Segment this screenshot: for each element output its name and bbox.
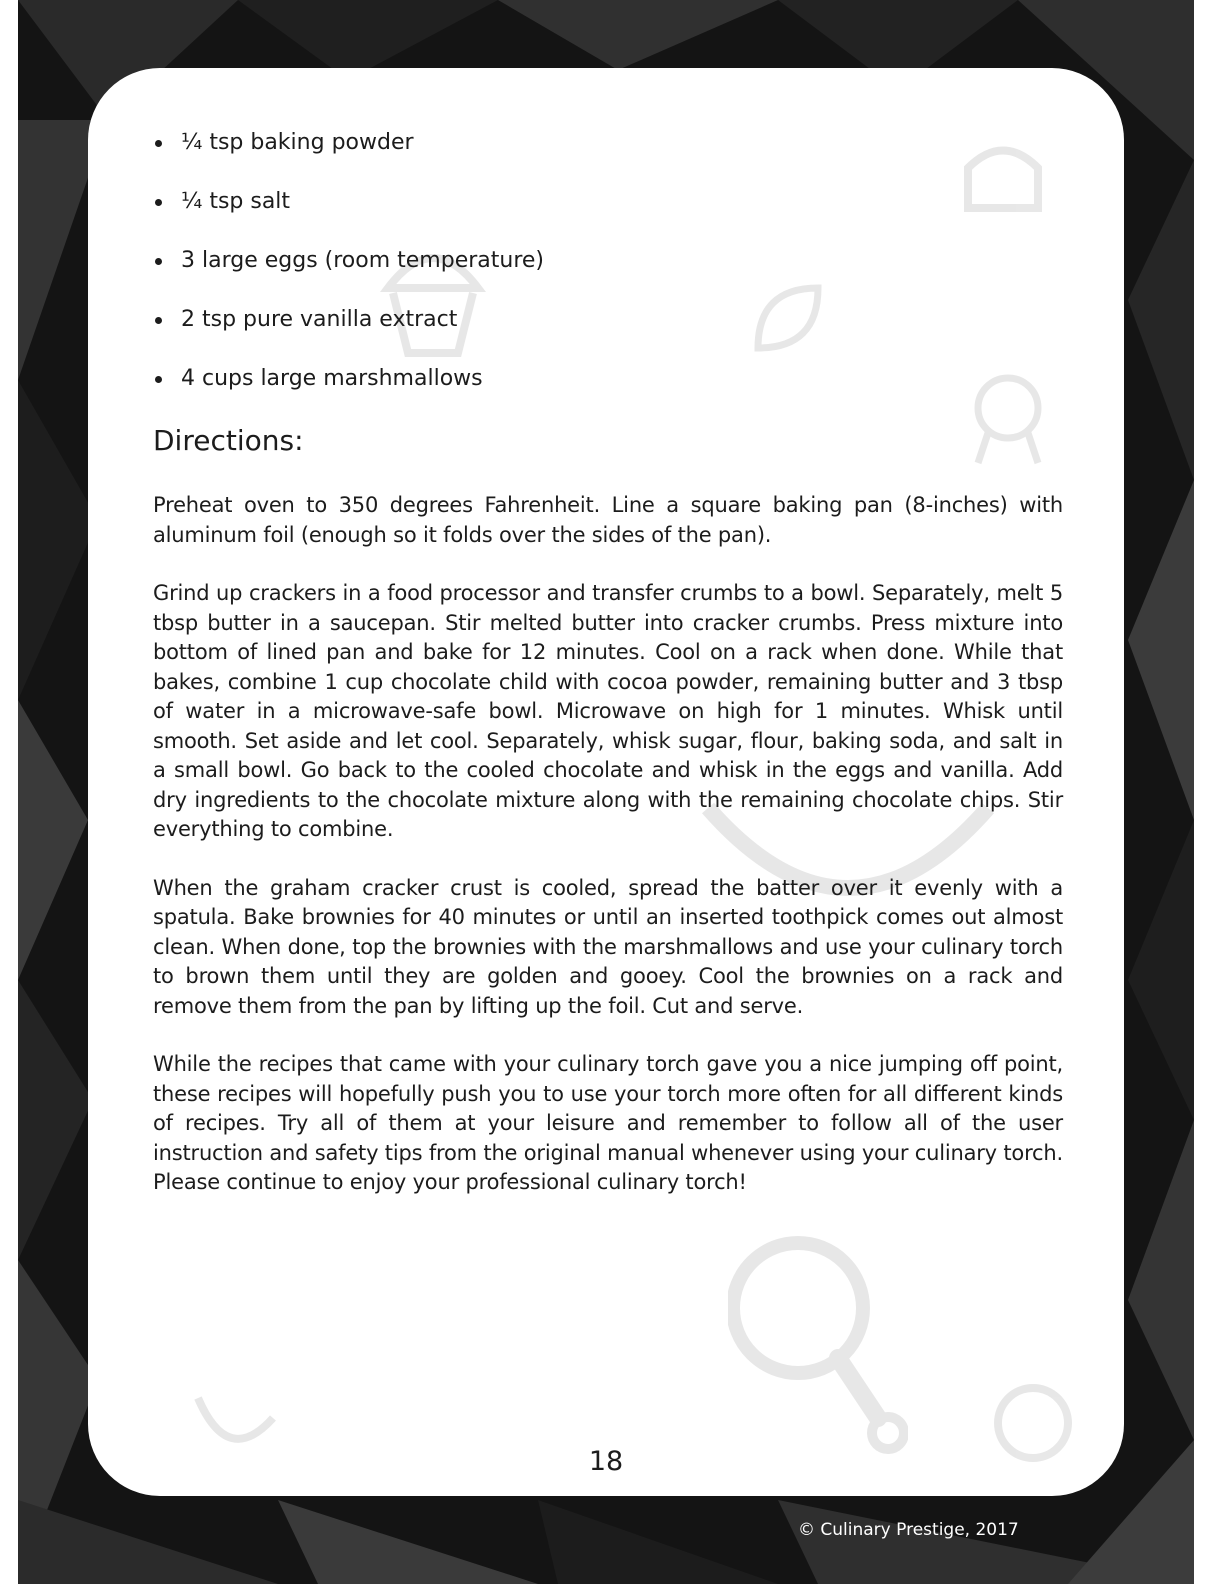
copyright-notice: © Culinary Prestige, 2017 [798,1520,1019,1540]
list-item: ¼ tsp salt [153,187,1063,217]
bullet-icon [155,376,162,383]
page-number: 18 [588,1446,624,1477]
bullet-icon [155,140,162,147]
direction-paragraph: When the graham cracker crust is cooled, spread the batter over it evenly with a spatula. Bake brownies for 40 minutes or until an inserted toothpick comes out almost clean. When done, top the brownies with the marshmallows and use your culinary torch to brown them until they are golden and gooey. Cool the brownies on a rack and remove them from the pan by lifting up the foil. Cut and serve. [153,875,1063,1018]
bullet-icon [155,199,162,206]
direction-paragraph: Grind up crackers in a food processor and transfer crumbs to a bowl. Separately, melt 5 tbsp butter in a saucepan. Stir melted butter into cracker crumbs. Press mixture into bottom of lined pan and bake for 12 minutes. Cool on a rack when done. While that bakes, combine 1 cup chocolate child with cocoa powder, remaining butter and 3 tbsp of water in a microwave-safe bowl. Microwave on high for 1 minutes. Whisk until smooth. Set aside and let cool. Separately, whisk sugar, flour, baking soda, and salt in a small bowl. Go back to the cooled chocolate and whisk in the eggs and vanilla. Add dry ingredients to the chocolate mixture along with the remaining chocolate chips. Stir everything to combine. [153,581,1063,841]
drumstick-watermark-icon [728,1228,908,1468]
recipe-content [153,128,1063,1227]
bullet-icon [155,258,162,265]
closing-paragraph: While the recipes that came with your culinary torch gave you a nice jumping off point, these recipes will hopefully push you to use your torch more often for all different kinds of recipes. Try all of them at your leisure and remember to follow all of the user instruction and safety tips from the original manual whenever using your culinary torch. Please continue to enjoy your professional culinary torch! [153,1052,1063,1194]
directions-heading: Directions: [153,424,304,457]
direction-paragraph: Preheat oven to 350 degrees Fahrenheit. Line a square baking pan (8-inches) with aluminum foil (enough so it folds over the sides of the pan). [153,493,1063,547]
list-item: 3 large eggs (room temperature) [153,246,1063,276]
list-item: ¼ tsp baking powder [153,128,1063,158]
ingredient-list [153,128,1063,394]
bullet-icon [155,317,162,324]
content-card [88,68,1124,1496]
list-item: 4 cups large marshmallows [153,364,1063,394]
list-item: 2 tsp pure vanilla extract [153,305,1063,335]
